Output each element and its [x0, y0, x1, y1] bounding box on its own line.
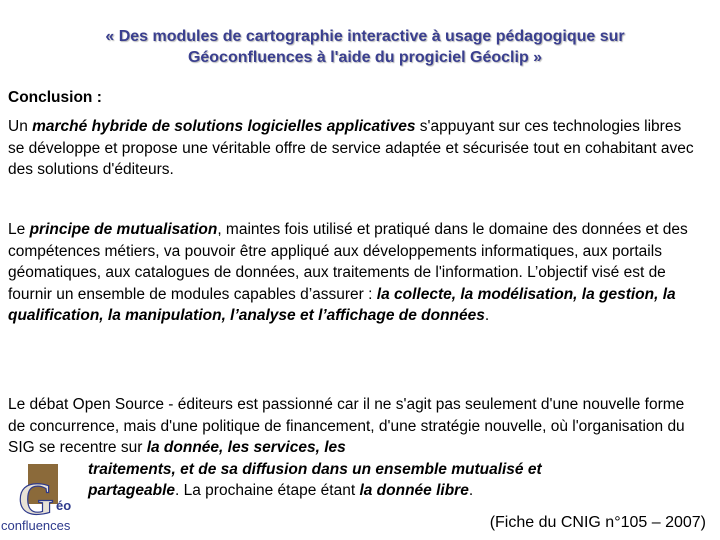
logo-word: confluences [1, 518, 71, 533]
conclusion-heading: Conclusion : [8, 89, 102, 106]
para3-emphasis-2: traitements, et de sa diffusion dans un ensemble mutualisé et [88, 460, 542, 478]
para3-text-b: . La prochaine étape étant [175, 482, 360, 499]
para2-emphasis-1: principe de mutualisation [29, 221, 218, 238]
paragraph-open-source [8, 394, 698, 502]
paragraph-mutualisation [8, 219, 698, 327]
para2-text-c: . [484, 307, 490, 324]
para1-text-b: s'appuyant sur ces technologies libres se développe et propose une véritable offre de service adaptée et sécurisée tout en cohabitant avec des solutions d'éditeurs. [8, 118, 694, 178]
slide-title [40, 26, 690, 68]
para3-emphasis-4: la donnée libre [359, 482, 469, 499]
para1-text-a: Un [8, 118, 33, 135]
logo-small-text: éo [56, 498, 72, 513]
citation: (Fiche du CNIG n°105 – 2007) [489, 514, 706, 531]
geoconfluences-logo [0, 464, 88, 536]
para3-emphasis-1: la donnée, les services, les [146, 439, 346, 456]
para3-text-c: . [468, 482, 474, 499]
para3-emphasis-3: partageable [88, 482, 176, 499]
para2-text-b: , maintes fois utilisé et pratiqué dans le domaine des données et des compétences métiers, va pouvoir être appliqué aux développements informatiques, aux portails géomatiques, aux catalogues de données, aux traitements de l'information. L’objectif visé est de fournir un ensemble de modules capables d’assurer : [8, 221, 688, 303]
para2-emphasis-2: la collecte, la modélisation, la gestion, la qualification, la manipulation, l’analyse et l’affichage de données [8, 285, 676, 324]
para2-text-a: Le [8, 221, 30, 238]
para3-text-a: Le débat Open Source - éditeurs est passionné car il ne s'agit pas seulement d'une nouvelle forme de concurrence, mais d'une politique de financement, d'une stratégie nouvelle, où l'organisation du SIG se recentre sur [8, 396, 685, 456]
paragraph-hybrid-market [8, 116, 698, 181]
title-line-2: Géoconfluences à l'aide du progiciel Géoclip » [187, 49, 543, 66]
logo-letter: G [18, 473, 54, 524]
title-line-1: « Des modules de cartographie interactive à usage pédagogique sur [105, 28, 625, 45]
para1-emphasis: marché hybride de solutions logicielles applicatives [32, 118, 416, 135]
